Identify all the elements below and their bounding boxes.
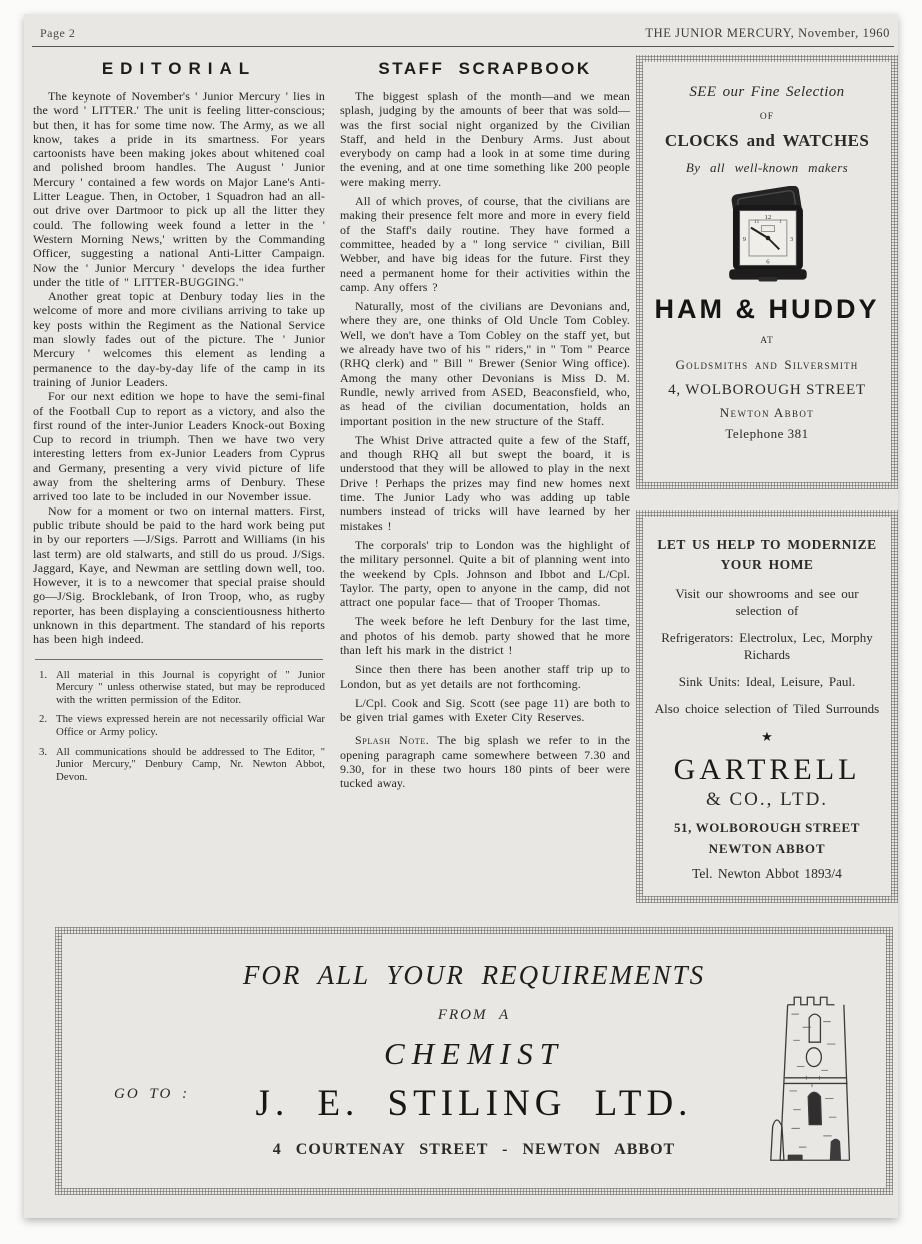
ad-makers-line: By all well-known makers [685,160,849,175]
editorial-paragraph: For our next edition we hope to have the semi-final of the Football Cup to report as a victory, and also the first round of the inter-Junior Leaders Knock-out Boxing Cup to record in triumph. Then we have two very interesting letters from ex-Junior Leaders from Cyprus and Germany, presenting a very vivid picture of life away from the sheltering arms of Denbury. These arrived too late to be included in our November issue. [33,389,325,504]
footnote [39,746,325,784]
svg-text:6: 6 [766,258,770,266]
scrapbook-paragraph: The week before he left Denbury for the last time, and photos of his demob. party showed that he more than left his mark in the district ! [340,614,630,657]
ad-body: Refrigerators: Electrolux, Lec, Morphy Richards [661,630,873,662]
scrapbook-splash-note [340,733,630,790]
store-phone: Tel. Newton Abbot 1893/4 [692,866,842,881]
scrapbook-paragraph: Naturally, most of the civilians are Devonians and, where they are, one thinks of Old Uncle Tom Cobley. Well, we don't have a Tom Cobley on the staff yet, but we already have two of his " riders," in " Tom " Pearce (RHQ clerk) and " Bill " Brewer (Senior Wing office). Among the many other Devonians is Miss D. M. Rundle, newly arrived from ASED, Beaconsfield, who, as head of the civilian documentation, holds an important position in the new structure of the Staff. [340,299,630,428]
chemist-ad [55,927,893,1195]
svg-text:3: 3 [789,235,794,243]
clocks-watches-ad [636,55,898,489]
scrapbook-title: STAFF SCRAPBOOK [378,59,592,78]
svg-text:9: 9 [742,235,746,243]
star-icon: ★ [761,729,773,744]
editorial-title: EDITORIAL [101,59,257,78]
store-address: 51, WOLBOROUGH STREET [673,820,861,835]
ad-headline: LET US HELP TO MODERNIZE [657,537,877,552]
svg-text:12: 12 [764,214,772,222]
page-number: Page 2 [40,26,76,40]
store-name-suffix: & CO., LTD. [705,789,829,810]
scrapbook-paragraph: Since then there has been another staff trip up to London, but as yet details are not forthcoming. [340,662,630,691]
editorial-paragraph: Another great topic at Denbury today lies in the welcome of more and more civilians arriving to take up key posts within the Regiment as the National Service man slowly fades out of the picture. The ' Junior Mercury ' welcomes this element as lending a permanence to the day-by-day life of the camp in its training of Junior Leaders. [33,289,325,389]
footnote-text: The views expressed herein are not necessarily official War Office or Army policy. [56,713,325,738]
svg-text:1: 1 [778,218,782,225]
footnote [39,713,325,738]
travel-clock-illustration [715,186,819,290]
scrapbook-paragraph: All of which proves, of course, that the civilians are making their presence felt more and more in every field of the Staff's daily routine. They have formed a committee, headed by a " long service " civilian, Bill Webber, and have big ideas for the future. First they need a permanent home for their activities within the camp. Any offers ? [340,194,630,294]
store-name: HAM & HUDDY [654,294,880,324]
store-address: 4 COURTENAY STREET - NEWTON ABBOT [272,1141,676,1158]
scrapbook-paragraph: The corporals' trip to London was the highlight of the military personnel. Quite a bit of planning went into the weekend by Cpls. Johnson and Ibbot and L/Cpl. Taylor. The party, open to anyone in the camp, did not attract one popular face— that of Trooper Thomas. [340,537,630,610]
ad-at: AT [760,336,774,346]
ad-of: OF [759,112,775,122]
footnote-number: 2. [39,713,48,726]
footnote [39,669,325,707]
ad-body: Sink Units: Ideal, Leisure, Paul. [678,674,856,689]
scrapbook-column [340,55,630,796]
store-town: NEWTON ABBOT [708,841,826,856]
footnote-text: All communications should be addressed to The Editor, " Junior Mercury," Denbury Camp, Nr. Newton Abbot, Devon. [56,745,325,783]
splash-note-label: Splash Note. [355,733,430,748]
footnote-number: 3. [39,745,48,758]
editorial-paragraph: Now for a moment or two on internal matters. First, public tribute should be paid to the hard work being put in by our reporters —J/Sigs. Parrott and Williams (in his last term) are old stalwarts, and still do us proud. J/Sigs. Jaggard, Kaye, and Newman are settling down well, too. However, it is to a newcomer that special praise should go—J/Sig. Brocklebank, of Iron Troop, who, as rugby reporter, has been displaying a conscientiousness hitherto unknown in this department. The standard of his reports has been high indeed. [33,503,325,647]
footnote-rule [35,659,323,660]
church-tower-illustration [764,986,860,1164]
store-name: J. E. STILING LTD. [255,1083,693,1124]
footnote-text: All material in this Journal is copyright of " Junior Mercury " unless otherwise stated, but may be reproduced with the written permission of the Editor. [56,668,325,706]
store-town: Newton Abbot [719,405,815,420]
splash-note-text: The big splash we refer to in the opening paragraph came somewhere between 7.30 and 9.30, for in these two hours 180 pints of beer were tucked away. [340,733,631,791]
scrapbook-paragraph: The biggest splash of the month—and we mean splash, judging by the amounts of beer that was sold—was the first social night organized by the Civilian Staff, and held in the Denbury Arms. Just about everybody on camp had a look in at some time during the evening, and at one time something like 200 people were making merry. [340,89,630,189]
editorial-paragraph: The keynote of November's ' Junior Mercury ' lies in the word ' LITTER.' The unit is feeling litter-conscious; but then, it has for some time now. The Army, as we all know, takes a pride in its smartness. For years cartoonists have been making jokes about whitened coal and polished broom handles. The August ' Junior Mercury ' contained a few words on Major Lane's Anti-Litter League. Then, in October, 1 Squadron had an all-out drive over Dartmoor to pick up all the litter they could. The following week found a letter in the ' Western Morning News,' written by the Commanding Officer, suggesting a national Anti-Litter Campaign. Now the ' Junior Mercury ' develops the idea further under the title of " LITTER-BUGGING." [33,89,325,289]
editorial-column [33,55,325,790]
ad-body: Also choice selection of Tiled Surrounds [654,701,880,716]
ad-headline: YOUR HOME [720,557,814,572]
store-name: GARTRELL [673,753,861,786]
footnote-number: 1. [39,668,48,681]
ad-product: CHEMIST [384,1036,564,1071]
ad-headline: FOR ALL YOUR REQUIREMENTS [242,960,706,990]
ad-subline: FROM A [437,1007,511,1023]
page-header [24,14,898,43]
gartrell-ad [636,510,898,903]
store-address: 4, WOLBOROUGH STREET [668,382,866,398]
svg-text:11: 11 [753,218,760,225]
ad-product-line: CLOCKS and WATCHES [664,131,870,150]
ad-body: Visit our showrooms and see our selection of [675,586,859,618]
store-phone: Telephone 381 [725,426,809,441]
ads-column [636,55,898,903]
newspaper-page [24,14,898,1218]
ad-headline: SEE our Fine Selection [689,84,845,100]
columns [24,47,898,913]
ad-goto: GO TO : [114,1086,190,1102]
scrapbook-paragraph: The Whist Drive attracted quite a few of the Staff, and though RHQ all but swept the board, it is understood that they will be allowed to play in the next Drive ! Perhaps the prizes may find new homes next time. The Junior Lady who was adding up table numbers instead of tricks will have learned by her mistakes ! [340,432,630,533]
scrapbook-paragraph: L/Cpl. Cook and Sig. Scott (see page 11) are both to be given trial games with Exeter City Reserves. [340,695,630,725]
store-descriptor: Goldsmiths and Silversmith [675,357,859,372]
masthead: THE JUNIOR MERCURY, November, 1960 [645,26,890,40]
